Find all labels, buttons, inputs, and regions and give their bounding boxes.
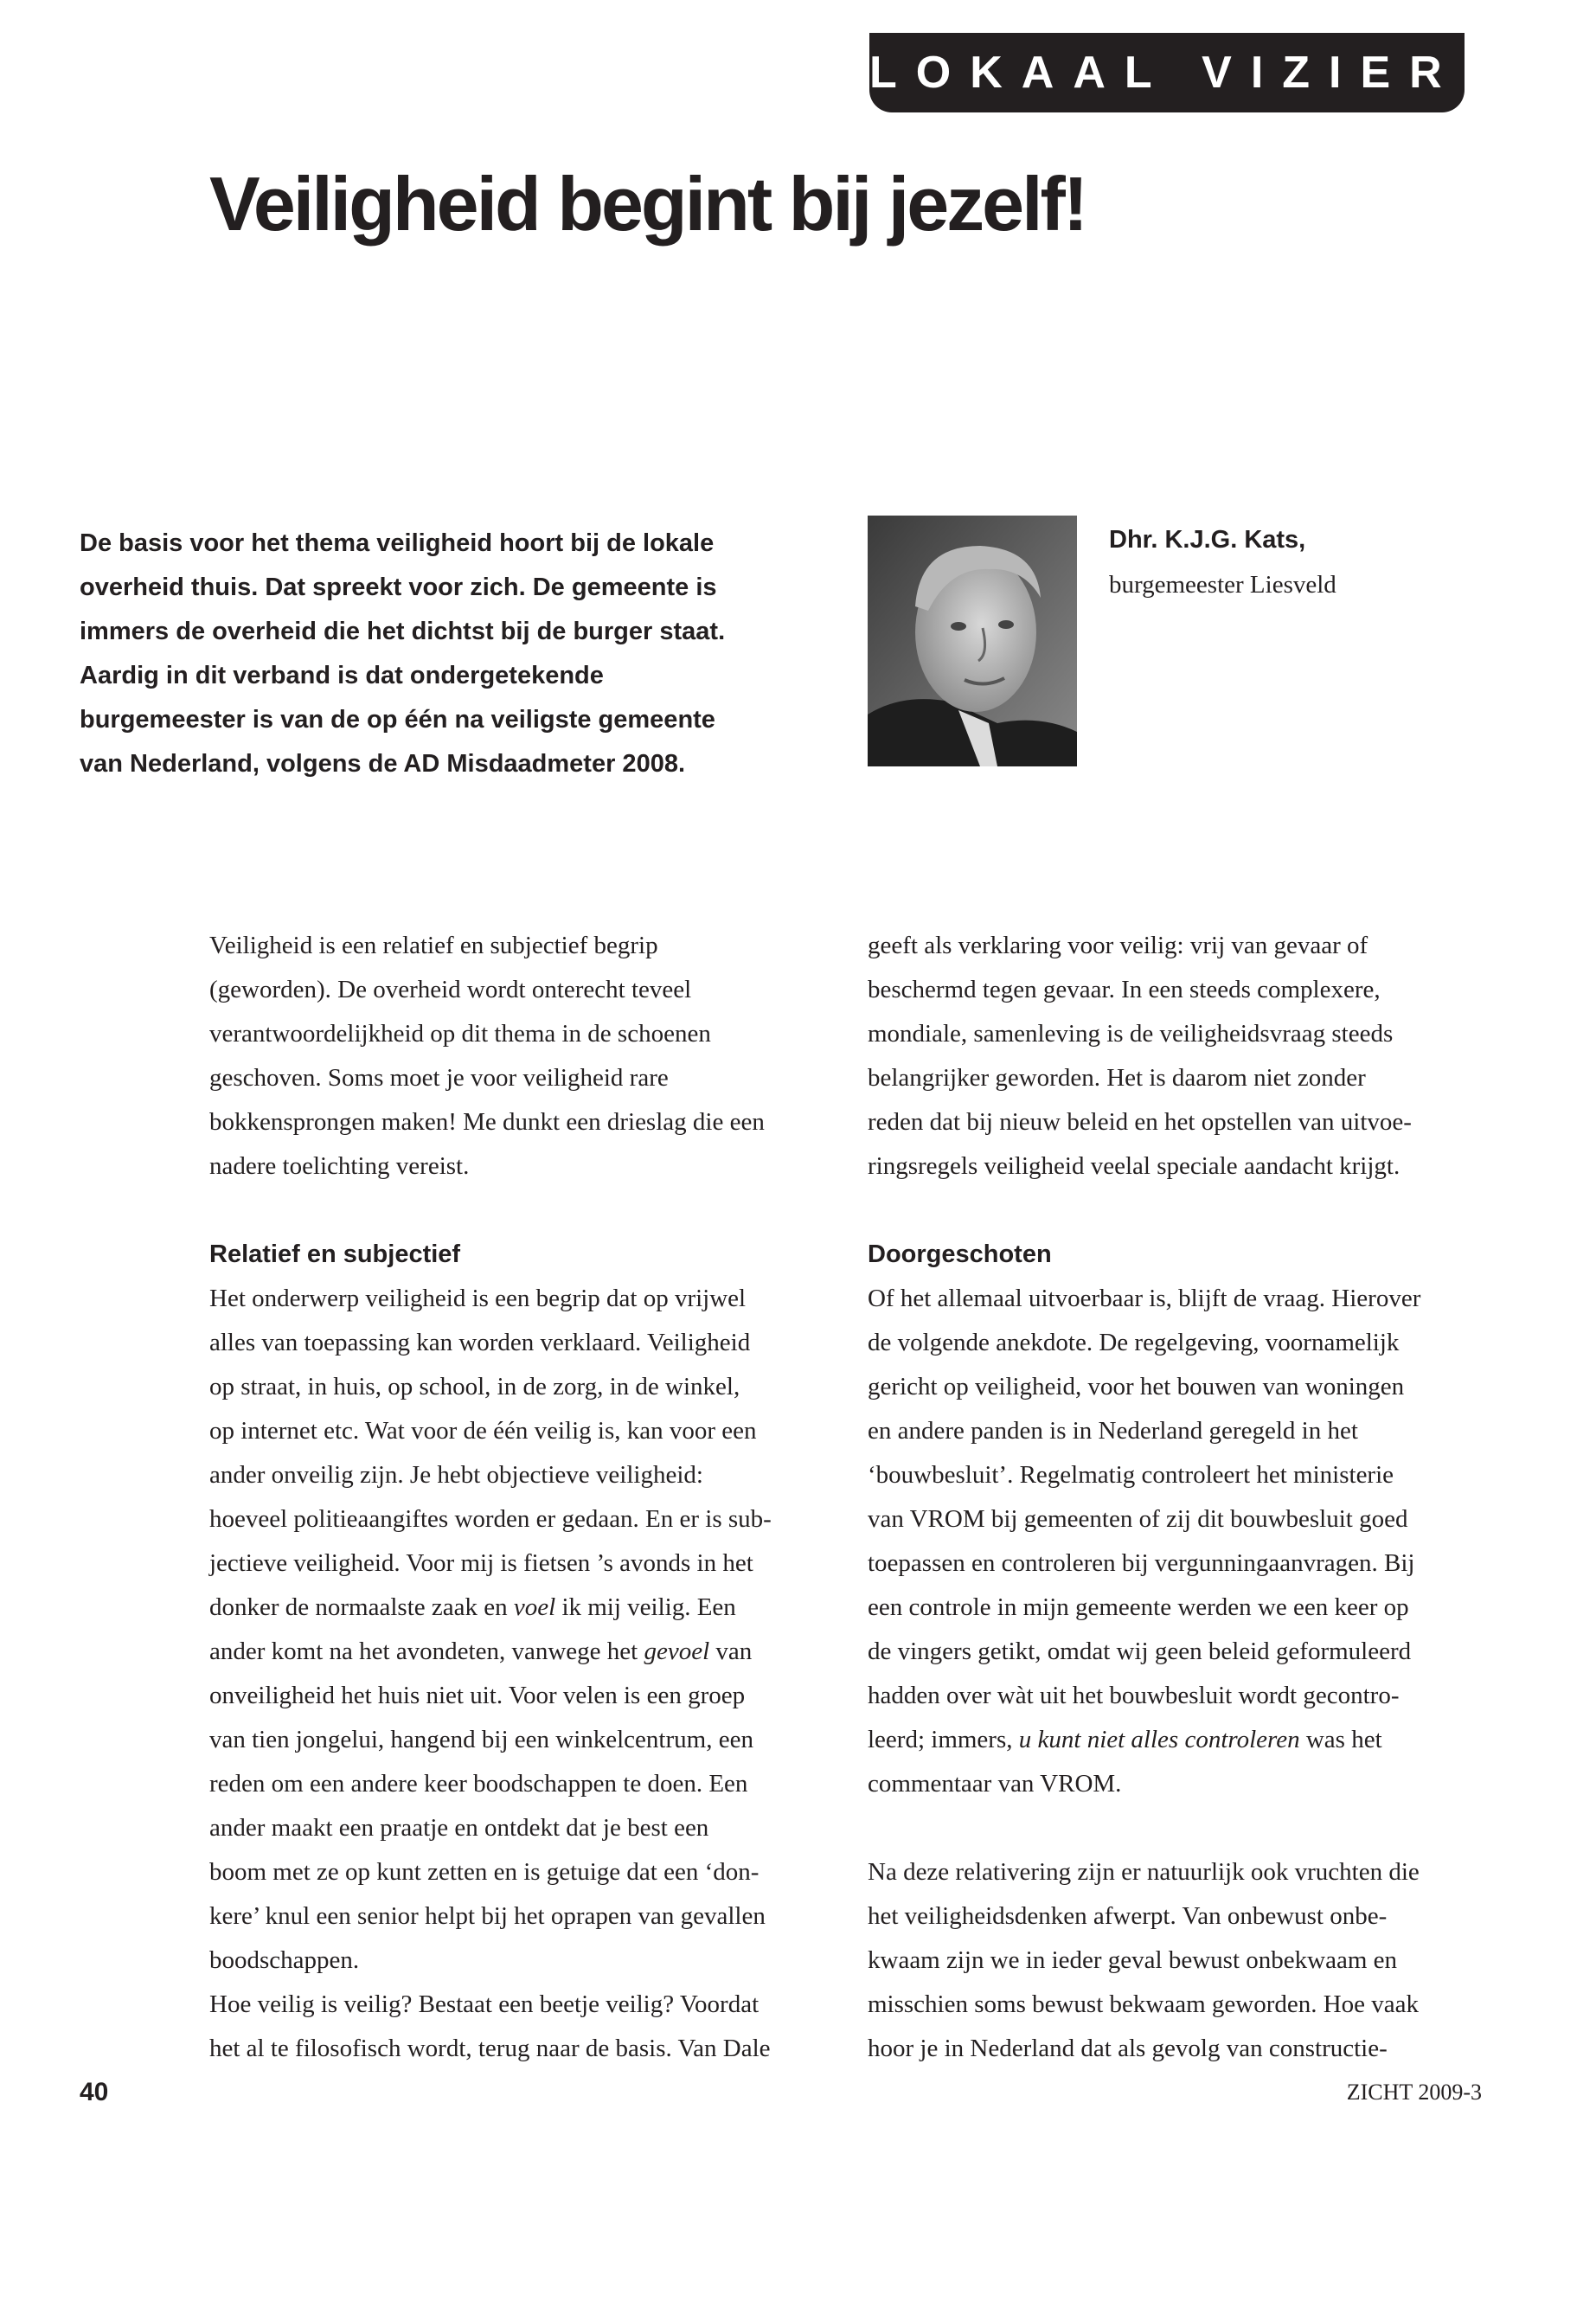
text-run: was het — [1299, 1726, 1382, 1753]
author-portrait — [868, 516, 1077, 766]
body-paragraph — [868, 1277, 1473, 1806]
text-line: kere’ knul een senior helpt bij het oprapen van gevallen — [209, 1902, 766, 1930]
text-run: ander komt na het avondeten, vanwege het — [209, 1638, 644, 1665]
text-line: (geworden). De overheid wordt onterecht teveel — [209, 976, 692, 1003]
author-role: burgemeester Liesveld — [1109, 571, 1336, 599]
text-line: ringsregels veiligheid veelal speciale aandacht krijgt. — [868, 1152, 1401, 1180]
lead-line: De basis voor het thema veiligheid hoort bij de lokale — [80, 529, 715, 557]
text-line: een controle in mijn gemeente werden we een keer op — [868, 1593, 1409, 1621]
text-line: beschermd tegen gevaar. In een steeds complexere, — [868, 976, 1381, 1003]
text-line: misschien soms bewust bekwaam geworden. Hoe vaak — [868, 1990, 1420, 2018]
text-line: gericht op veiligheid, voor het bouwen van woningen — [868, 1373, 1405, 1400]
text-line: mondiale, samenleving is de veiligheidsvraag steeds — [868, 1020, 1394, 1048]
text-line: het al te filosofisch wordt, terug naar de basis. Van Dale — [209, 2035, 771, 2062]
body-paragraph — [209, 1277, 815, 2071]
text-line: het veiligheidsdenken afwerpt. Van onbewust onbe- — [868, 1902, 1388, 1930]
text-line: alles van toepassing kan worden verklaard. Veiligheid — [209, 1329, 751, 1356]
text-line: belangrijker geworden. Het is daarom niet zonder — [868, 1064, 1366, 1092]
text-line: Na deze relativering zijn er natuurlijk ook vruchten die — [868, 1858, 1420, 1886]
text-line: Veiligheid is een relatief en subjectief begrip — [209, 932, 658, 959]
text-line: boodschappen. — [209, 1946, 360, 1974]
article-lead — [80, 522, 841, 786]
text-line: Hoe veilig is veilig? Bestaat een beetje veilig? Voordat — [209, 1990, 760, 2018]
text-line: commentaar van VROM. — [868, 1770, 1122, 1798]
section-heading: Relatief en subjectief — [209, 1240, 461, 1268]
text-line: boom met ze op kunt zetten en is getuige dat een ‘don- — [209, 1858, 760, 1886]
text-line: geschoven. Soms moet je voor veiligheid rare — [209, 1064, 669, 1092]
lead-line: van Nederland, volgens de AD Misdaadmeter 2008. — [80, 750, 686, 778]
emphasis: gevoel — [644, 1638, 710, 1665]
text-line: hadden over wàt uit het bouwbesluit wordt gecontro- — [868, 1682, 1400, 1709]
section-heading: Doorgeschoten — [868, 1240, 1052, 1268]
text-line: de vingers getikt, omdat wij geen beleid geformuleerd — [868, 1638, 1412, 1665]
text-line: ‘bouwbesluit’. Regelmatig controleert het ministerie — [868, 1461, 1394, 1489]
closing-paragraph — [868, 1850, 1473, 2071]
text-line: nadere toelichting vereist. — [209, 1152, 470, 1180]
article-title: Veiligheid begint bij jezelf! — [209, 161, 1086, 247]
text-line — [209, 1630, 815, 1674]
author-name: Dhr. K.J.G. Kats, — [1109, 526, 1306, 554]
text-line — [209, 1586, 815, 1630]
text-run: van — [709, 1638, 753, 1665]
text-run: leerd; immers, — [868, 1726, 1019, 1753]
text-line: op straat, in huis, op school, in de zorg, in de winkel, — [209, 1373, 740, 1400]
text-line: ander maakt een praatje en ontdekt dat je best een — [209, 1814, 709, 1842]
portrait-photo — [868, 516, 1077, 766]
right-column — [868, 924, 1473, 2071]
text-line: van tien jongelui, hangend bij een winkelcentrum, een — [209, 1726, 753, 1753]
text-line: de volgende anekdote. De regelgeving, voornamelijk — [868, 1329, 1400, 1356]
text-line: bokkensprongen maken! Me dunkt een drieslag die een — [209, 1108, 765, 1136]
intro-paragraph — [209, 924, 815, 1189]
text-line: en andere panden is in Nederland geregeld in het — [868, 1417, 1358, 1445]
text-line: ander onveilig zijn. Je hebt objectieve veiligheid: — [209, 1461, 703, 1489]
text-run: ik mij veilig. Een — [555, 1593, 736, 1621]
text-line: onveiligheid het huis niet uit. Voor velen is een groep — [209, 1682, 746, 1709]
text-line: reden dat bij nieuw beleid en het opstellen van uitvoe- — [868, 1108, 1412, 1136]
text-line: hoeveel politieaangiftes worden er gedaan. En er is sub- — [209, 1505, 772, 1533]
emphasis: u kunt niet alles controleren — [1018, 1726, 1300, 1753]
text-line: verantwoordelijkheid op dit thema in de schoenen — [209, 1020, 711, 1048]
text-line: op internet etc. Wat voor de één veilig is, kan voor een — [209, 1417, 757, 1445]
text-line: toepassen en controleren bij vergunningaanvragen. Bij — [868, 1549, 1415, 1577]
text-line: geeft als verklaring voor veilig: vrij van gevaar of — [868, 932, 1368, 959]
text-line: jectieve veiligheid. Voor mij is fietsen ’s avonds in het — [209, 1549, 753, 1577]
intro-paragraph — [868, 924, 1473, 1189]
emphasis: voel — [513, 1593, 556, 1621]
lead-line: overheid thuis. Dat spreekt voor zich. De gemeente is — [80, 574, 717, 601]
left-column — [209, 924, 815, 2071]
text-line: reden om een andere keer boodschappen te doen. Een — [209, 1770, 748, 1798]
text-line: Of het allemaal uitvoerbaar is, blijft de vraag. Hierover — [868, 1285, 1421, 1312]
lead-line: burgemeester is van de op één na veiligste gemeente — [80, 706, 715, 734]
text-line: Het onderwerp veiligheid is een begrip dat op vrijwel — [209, 1285, 747, 1312]
text-run: donker de normaalste zaak en — [209, 1593, 514, 1621]
section-tab: LOKAAL VIZIER — [869, 33, 1465, 112]
text-line — [868, 1718, 1473, 1762]
text-line: kwaam zijn we in ieder geval bewust onbekwaam en — [868, 1946, 1398, 1974]
page-number: 40 — [80, 2078, 109, 2106]
text-line: hoor je in Nederland dat als gevolg van constructie- — [868, 2035, 1388, 2062]
journal-issue: ZICHT 2009-3 — [1346, 2080, 1482, 2105]
lead-line: Aardig in dit verband is dat ondergetekende — [80, 662, 604, 689]
text-line: van VROM bij gemeenten of zij dit bouwbesluit goed — [868, 1505, 1408, 1533]
lead-line: immers de overheid die het dichtst bij de burger staat. — [80, 618, 726, 645]
